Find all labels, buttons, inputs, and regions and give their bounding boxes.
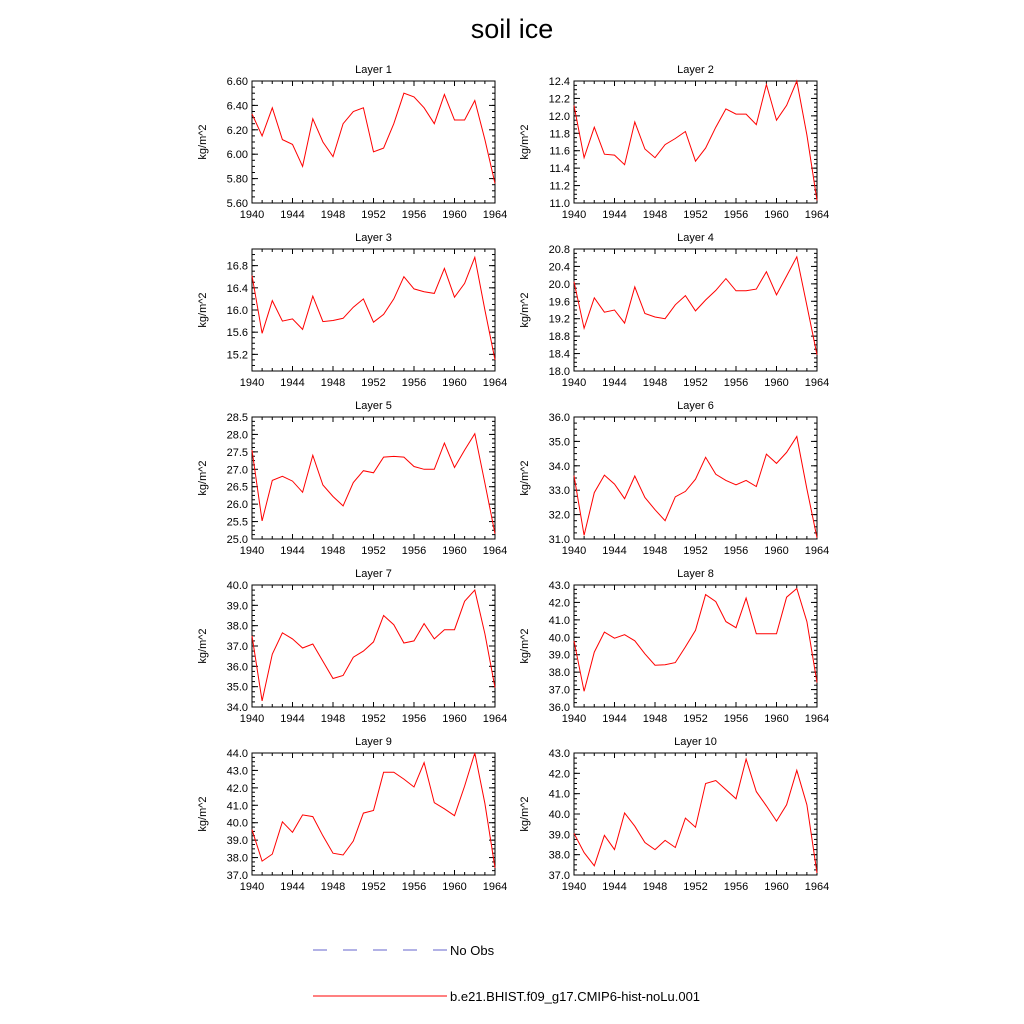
y-tick-label: 15.6 — [226, 327, 248, 340]
chart-panel-layer-3 — [197, 232, 507, 389]
y-tick-label: 11.6 — [549, 145, 570, 158]
x-tick-label: 1956 — [401, 713, 427, 725]
y-tick-label: 19.2 — [548, 313, 570, 326]
x-tick-label: 1960 — [442, 545, 467, 557]
x-tick-label: 1960 — [442, 377, 467, 389]
x-tick-label: 1952 — [683, 881, 708, 893]
y-tick-label: 26.5 — [226, 481, 248, 494]
x-tick-label: 1944 — [602, 713, 627, 725]
x-tick-label: 1940 — [239, 377, 265, 389]
y-tick-label: 37.0 — [548, 684, 570, 697]
x-tick-label: 1948 — [320, 545, 346, 557]
y-tick-label: 41.0 — [548, 788, 570, 801]
x-tick-label: 1956 — [401, 209, 427, 221]
y-tick-label: 36.0 — [548, 412, 570, 424]
y-axis-label: kg/m^2 — [197, 124, 209, 160]
y-tick-label: 42.0 — [548, 597, 570, 610]
x-tick-label: 1964 — [804, 713, 830, 725]
x-tick-label: 1952 — [361, 545, 386, 557]
x-tick-label: 1960 — [442, 881, 467, 893]
y-tick-label: 6.00 — [226, 149, 248, 162]
x-tick-label: 1952 — [683, 377, 708, 389]
x-tick-label: 1944 — [280, 209, 305, 221]
series-line-model — [252, 93, 495, 183]
y-tick-label: 36.0 — [548, 702, 570, 714]
y-tick-label: 31.0 — [548, 534, 570, 546]
series-line-model — [574, 589, 817, 692]
series-line-model — [574, 81, 817, 200]
panel-title: Layer 3 — [355, 232, 392, 244]
chart-panel-layer-1 — [197, 64, 507, 221]
y-axis-label: kg/m^2 — [197, 460, 209, 496]
y-tick-label: 12.4 — [548, 76, 570, 88]
x-tick-label: 1960 — [442, 713, 467, 725]
y-tick-label: 25.0 — [226, 534, 248, 546]
chart-panel-layer-10 — [519, 736, 829, 893]
y-tick-label: 34.0 — [226, 702, 248, 714]
y-axis-label: kg/m^2 — [519, 124, 531, 160]
x-tick-label: 1948 — [642, 881, 668, 893]
x-tick-label: 1956 — [723, 209, 749, 221]
x-tick-label: 1944 — [280, 881, 305, 893]
y-tick-label: 34.0 — [548, 460, 570, 473]
x-tick-label: 1940 — [561, 545, 587, 557]
x-tick-label: 1940 — [561, 713, 587, 725]
series-line-model — [574, 437, 817, 538]
panel-title: Layer 9 — [355, 736, 392, 748]
y-tick-label: 16.8 — [226, 260, 248, 273]
x-tick-label: 1960 — [764, 377, 789, 389]
x-tick-label: 1940 — [561, 881, 587, 893]
chart-panel-layer-5 — [197, 400, 507, 557]
x-tick-label: 1952 — [361, 881, 386, 893]
y-axis-label: kg/m^2 — [519, 628, 531, 664]
x-tick-label: 1956 — [723, 545, 749, 557]
x-tick-label: 1952 — [361, 377, 386, 389]
y-tick-label: 25.5 — [226, 516, 248, 529]
x-tick-label: 1948 — [642, 545, 668, 557]
panel-title: Layer 4 — [677, 232, 714, 244]
x-tick-label: 1944 — [602, 881, 627, 893]
y-tick-label: 5.60 — [226, 198, 248, 210]
x-tick-label: 1960 — [764, 713, 789, 725]
y-tick-label: 11.8 — [549, 128, 570, 141]
x-tick-label: 1964 — [804, 881, 830, 893]
x-tick-label: 1948 — [320, 209, 346, 221]
x-tick-label: 1960 — [764, 209, 789, 221]
y-tick-label: 12.2 — [548, 93, 570, 106]
series-line-model — [252, 753, 495, 868]
y-tick-label: 33.0 — [548, 485, 570, 498]
y-tick-label: 20.4 — [548, 261, 570, 274]
y-tick-label: 28.0 — [226, 429, 248, 442]
chart-panel-layer-2 — [519, 64, 829, 221]
panel-title: Layer 2 — [677, 64, 714, 76]
x-tick-label: 1964 — [804, 545, 830, 557]
plot-frame — [252, 585, 495, 707]
y-tick-label: 28.5 — [226, 412, 248, 424]
chart-panel-layer-6 — [519, 400, 829, 557]
y-tick-label: 6.40 — [226, 100, 248, 113]
x-tick-label: 1944 — [280, 713, 305, 725]
y-tick-label: 37.0 — [226, 870, 248, 882]
y-tick-label: 19.6 — [548, 296, 570, 309]
x-tick-label: 1952 — [683, 209, 708, 221]
y-tick-label: 18.4 — [548, 348, 570, 361]
y-tick-label: 41.0 — [548, 614, 570, 627]
x-tick-label: 1952 — [361, 209, 386, 221]
x-tick-label: 1944 — [280, 545, 305, 557]
y-tick-label: 36.0 — [226, 661, 248, 674]
x-tick-label: 1952 — [683, 545, 708, 557]
x-tick-label: 1960 — [764, 881, 789, 893]
x-tick-label: 1940 — [561, 209, 587, 221]
y-tick-label: 40.0 — [548, 809, 570, 821]
x-tick-label: 1964 — [482, 881, 508, 893]
y-tick-label: 26.0 — [226, 499, 248, 512]
x-tick-label: 1956 — [401, 881, 427, 893]
y-tick-label: 37.0 — [226, 641, 248, 653]
y-tick-label: 44.0 — [226, 748, 248, 760]
y-tick-label: 43.0 — [226, 765, 248, 778]
x-tick-label: 1940 — [239, 713, 265, 725]
y-tick-label: 38.0 — [226, 852, 248, 865]
x-tick-label: 1952 — [683, 713, 708, 725]
x-tick-label: 1940 — [239, 545, 265, 557]
panel-title: Layer 8 — [677, 568, 714, 580]
chart-panel-layer-8 — [519, 568, 829, 725]
x-tick-label: 1964 — [804, 209, 830, 221]
panel-title: Layer 1 — [355, 64, 392, 76]
series-line-model — [574, 759, 817, 873]
x-tick-label: 1948 — [320, 377, 346, 389]
x-tick-label: 1960 — [764, 545, 789, 557]
x-tick-label: 1944 — [280, 377, 305, 389]
x-tick-label: 1940 — [561, 377, 587, 389]
y-tick-label: 27.0 — [226, 464, 248, 477]
y-tick-label: 37.0 — [548, 870, 570, 882]
chart-panel-layer-4 — [519, 232, 829, 389]
plot-frame — [252, 753, 495, 875]
x-tick-label: 1948 — [642, 713, 668, 725]
y-tick-label: 43.0 — [548, 580, 570, 592]
legend-obs-label: No Obs — [450, 943, 495, 958]
panel-title: Layer 7 — [355, 568, 392, 580]
y-tick-label: 38.0 — [226, 620, 248, 633]
y-tick-label: 39.0 — [548, 649, 570, 662]
y-tick-label: 35.0 — [548, 436, 570, 449]
x-tick-label: 1948 — [642, 209, 668, 221]
series-line-model — [252, 590, 495, 701]
x-tick-label: 1948 — [320, 713, 346, 725]
y-tick-label: 5.80 — [226, 173, 248, 186]
chart-panel-layer-9 — [197, 736, 507, 893]
x-tick-label: 1964 — [804, 377, 830, 389]
plot-frame — [252, 417, 495, 539]
x-tick-label: 1956 — [723, 377, 749, 389]
y-tick-label: 38.0 — [548, 849, 570, 862]
y-tick-label: 6.20 — [226, 124, 248, 137]
y-tick-label: 41.0 — [226, 800, 248, 813]
y-tick-label: 43.0 — [548, 748, 570, 760]
legend-model-label: b.e21.BHIST.f09_g17.CMIP6-hist-noLu.001 — [450, 989, 701, 1004]
x-tick-label: 1944 — [602, 545, 627, 557]
y-axis-label: kg/m^2 — [197, 292, 209, 328]
y-axis-label: kg/m^2 — [519, 796, 531, 832]
y-tick-label: 39.0 — [548, 829, 570, 842]
y-tick-label: 11.0 — [549, 198, 570, 210]
y-tick-label: 11.4 — [549, 163, 570, 176]
y-tick-label: 40.0 — [548, 632, 570, 645]
x-tick-label: 1940 — [239, 881, 265, 893]
y-tick-label: 39.0 — [226, 600, 248, 613]
x-tick-label: 1964 — [482, 209, 508, 221]
y-tick-label: 32.0 — [548, 509, 570, 522]
series-line-model — [252, 434, 495, 534]
y-axis-label: kg/m^2 — [197, 628, 209, 664]
panel-title: Layer 5 — [355, 400, 392, 412]
y-tick-label: 42.0 — [548, 768, 570, 781]
x-tick-label: 1956 — [723, 713, 749, 725]
y-tick-label: 20.0 — [548, 278, 570, 291]
y-tick-label: 20.8 — [548, 244, 570, 256]
x-tick-label: 1940 — [239, 209, 265, 221]
y-tick-label: 16.4 — [226, 282, 248, 295]
y-tick-label: 40.0 — [226, 817, 248, 830]
y-axis-label: kg/m^2 — [519, 460, 531, 496]
x-tick-label: 1944 — [602, 209, 627, 221]
x-tick-label: 1964 — [482, 377, 508, 389]
chart-panel-layer-7 — [197, 568, 507, 725]
y-tick-label: 27.5 — [226, 446, 248, 459]
series-line-model — [252, 257, 495, 360]
y-tick-label: 42.0 — [226, 782, 248, 795]
plot-frame — [574, 585, 817, 707]
x-tick-label: 1964 — [482, 545, 508, 557]
x-tick-label: 1956 — [401, 377, 427, 389]
y-tick-label: 15.2 — [226, 349, 248, 362]
y-tick-label: 18.0 — [548, 366, 570, 378]
y-tick-label: 11.2 — [549, 180, 570, 193]
x-tick-label: 1952 — [361, 713, 386, 725]
panel-title: Layer 10 — [674, 736, 717, 748]
y-tick-label: 16.0 — [226, 305, 248, 317]
x-tick-label: 1944 — [602, 377, 627, 389]
plot-frame — [574, 417, 817, 539]
x-tick-label: 1948 — [320, 881, 346, 893]
panel-title: Layer 6 — [677, 400, 714, 412]
y-tick-label: 39.0 — [226, 835, 248, 848]
plot-frame — [574, 81, 817, 203]
y-tick-label: 35.0 — [226, 681, 248, 694]
x-tick-label: 1964 — [482, 713, 508, 725]
chart-figure-title: soil ice — [470, 14, 554, 44]
x-tick-label: 1948 — [642, 377, 668, 389]
y-tick-label: 38.0 — [548, 667, 570, 680]
x-tick-label: 1956 — [723, 881, 749, 893]
y-tick-label: 12.0 — [548, 110, 570, 123]
y-tick-label: 18.8 — [548, 331, 570, 344]
y-tick-label: 6.60 — [226, 76, 248, 88]
x-tick-label: 1960 — [442, 209, 467, 221]
y-axis-label: kg/m^2 — [197, 796, 209, 832]
y-tick-label: 40.0 — [226, 580, 248, 592]
y-axis-label: kg/m^2 — [519, 292, 531, 328]
plot-frame — [252, 249, 495, 371]
x-tick-label: 1956 — [401, 545, 427, 557]
series-line-model — [574, 257, 817, 355]
